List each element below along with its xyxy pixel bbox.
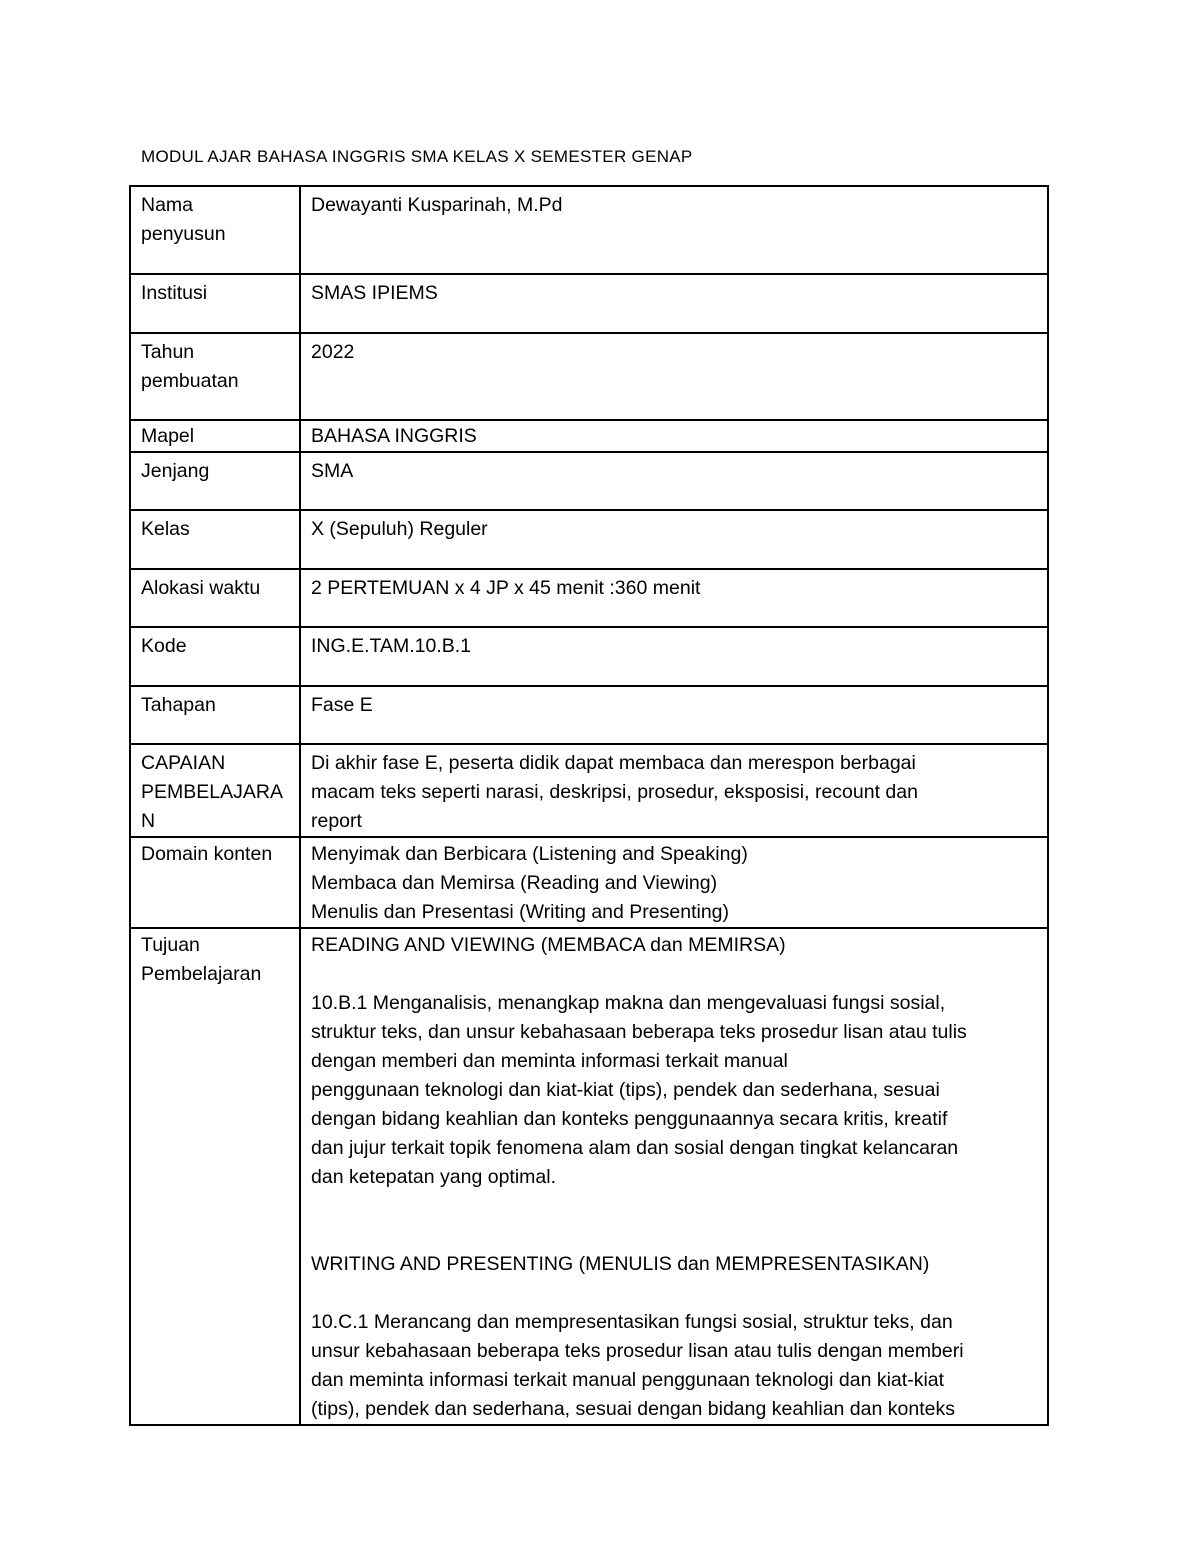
row-label: penyusun (141, 223, 226, 245)
value-cell (300, 452, 1048, 510)
value-cell (300, 569, 1048, 627)
table-row-jenjang (130, 452, 1048, 510)
value-cell (300, 333, 1048, 420)
objective-line: penggunaan teknologi dan kiat-kiat (tips), pendek dan sederhana, sesuai (311, 1079, 940, 1101)
row-value: Menyimak dan Berbicara (Listening and Speaking) (311, 843, 748, 865)
row-value: Di akhir fase E, peserta didik dapat membaca dan merespon berbagai (311, 752, 916, 774)
objective-line: dan meminta informasi terkait manual penggunaan teknologi dan kiat-kiat (311, 1369, 945, 1391)
row-value: BAHASA INGGRIS (311, 425, 477, 447)
table-row-tujuan-pembelajaran (130, 928, 1048, 1425)
section-heading-writing-presenting: WRITING AND PRESENTING (MENULIS dan MEMPRESENTASIKAN) (311, 1253, 930, 1275)
row-label: Nama (141, 194, 194, 216)
label-cell (130, 569, 300, 627)
label-cell (130, 274, 300, 333)
value-cell (300, 186, 1048, 274)
row-label: Kode (141, 635, 187, 657)
objective-line: dengan bidang keahlian dan konteks penggunaannya secara kritis, kreatif (311, 1108, 948, 1130)
row-value: X (Sepuluh) Reguler (311, 518, 488, 540)
table-row-alokasi-waktu (130, 569, 1048, 627)
row-value: ING.E.TAM.10.B.1 (311, 635, 472, 657)
label-cell (130, 452, 300, 510)
module-info-table (129, 185, 1049, 1426)
label-cell (130, 333, 300, 420)
value-cell (300, 510, 1048, 569)
table-row-institusi (130, 274, 1048, 333)
value-cell (300, 420, 1048, 452)
value-cell (300, 274, 1048, 333)
row-value: Menulis dan Presentasi (Writing and Presenting) (311, 901, 730, 923)
label-cell (130, 744, 300, 837)
table-row-kode (130, 627, 1048, 686)
objective-line: 10.C.1 Merancang dan mempresentasikan fungsi sosial, struktur teks, dan (311, 1311, 953, 1333)
section-heading-reading-viewing: READING AND VIEWING (MEMBACA dan MEMIRSA) (311, 934, 786, 956)
value-cell (300, 837, 1048, 928)
table-row-nama-penyusun (130, 186, 1048, 274)
label-cell (130, 686, 300, 744)
row-value: Membaca dan Memirsa (Reading and Viewing) (311, 872, 718, 894)
row-label: N (141, 810, 156, 832)
objective-line: struktur teks, dan unsur kebahasaan beberapa teks prosedur lisan atau tulis (311, 1021, 967, 1043)
row-value: Fase E (311, 694, 373, 716)
table-row-domain-konten (130, 837, 1048, 928)
row-value: 2 PERTEMUAN x 4 JP x 45 menit :360 menit (311, 577, 701, 599)
label-cell (130, 420, 300, 452)
objective-line: unsur kebahasaan beberapa teks prosedur lisan atau tulis dengan memberi (311, 1340, 964, 1362)
value-cell (300, 928, 1048, 1425)
row-label: CAPAIAN (141, 752, 226, 774)
objective-line: dengan memberi dan meminta informasi terkait manual (311, 1050, 788, 1072)
document-title: MODUL AJAR BAHASA INGGRIS SMA KELAS X SEMESTER GENAP (141, 147, 693, 166)
table-row-kelas (130, 510, 1048, 569)
row-value: 2022 (311, 341, 355, 363)
row-value: SMA (311, 460, 354, 482)
row-value: macam teks seperti narasi, deskripsi, prosedur, eksposisi, recount dan (311, 781, 918, 803)
objective-line: dan ketepatan yang optimal. (311, 1166, 557, 1188)
row-label: Kelas (141, 518, 190, 540)
row-label: Jenjang (141, 460, 210, 482)
objective-line: dan jujur terkait topik fenomena alam dan sosial dengan tingkat kelancaran (311, 1137, 959, 1159)
table-row-capaian-pembelajaran (130, 744, 1048, 837)
value-cell (300, 744, 1048, 837)
row-value: report (311, 810, 362, 832)
row-value: Dewayanti Kusparinah, M.Pd (311, 194, 563, 216)
table-row-tahun-pembuatan (130, 333, 1048, 420)
label-cell (130, 510, 300, 569)
label-cell (130, 186, 300, 274)
objective-line: (tips), pendek dan sederhana, sesuai dengan bidang keahlian dan konteks (311, 1398, 955, 1420)
row-label: Tahapan (141, 694, 216, 716)
label-cell (130, 837, 300, 928)
row-label: Tahun (141, 341, 195, 363)
label-cell (130, 627, 300, 686)
row-label: Pembelajaran (141, 963, 262, 985)
row-value: SMAS IPIEMS (311, 282, 438, 304)
row-label: Institusi (141, 282, 208, 304)
row-label: Alokasi waktu (141, 577, 261, 599)
row-label: Tujuan (141, 934, 200, 956)
row-label: Mapel (141, 425, 195, 447)
row-label: pembuatan (141, 370, 239, 392)
row-label: Domain konten (141, 843, 273, 865)
label-cell (130, 928, 300, 1425)
table-row-tahapan (130, 686, 1048, 744)
value-cell (300, 627, 1048, 686)
objective-line: 10.B.1 Menganalisis, menangkap makna dan mengevaluasi fungsi sosial, (311, 992, 946, 1014)
value-cell (300, 686, 1048, 744)
row-label: PEMBELAJARA (141, 781, 283, 803)
table-row-mapel (130, 420, 1048, 452)
